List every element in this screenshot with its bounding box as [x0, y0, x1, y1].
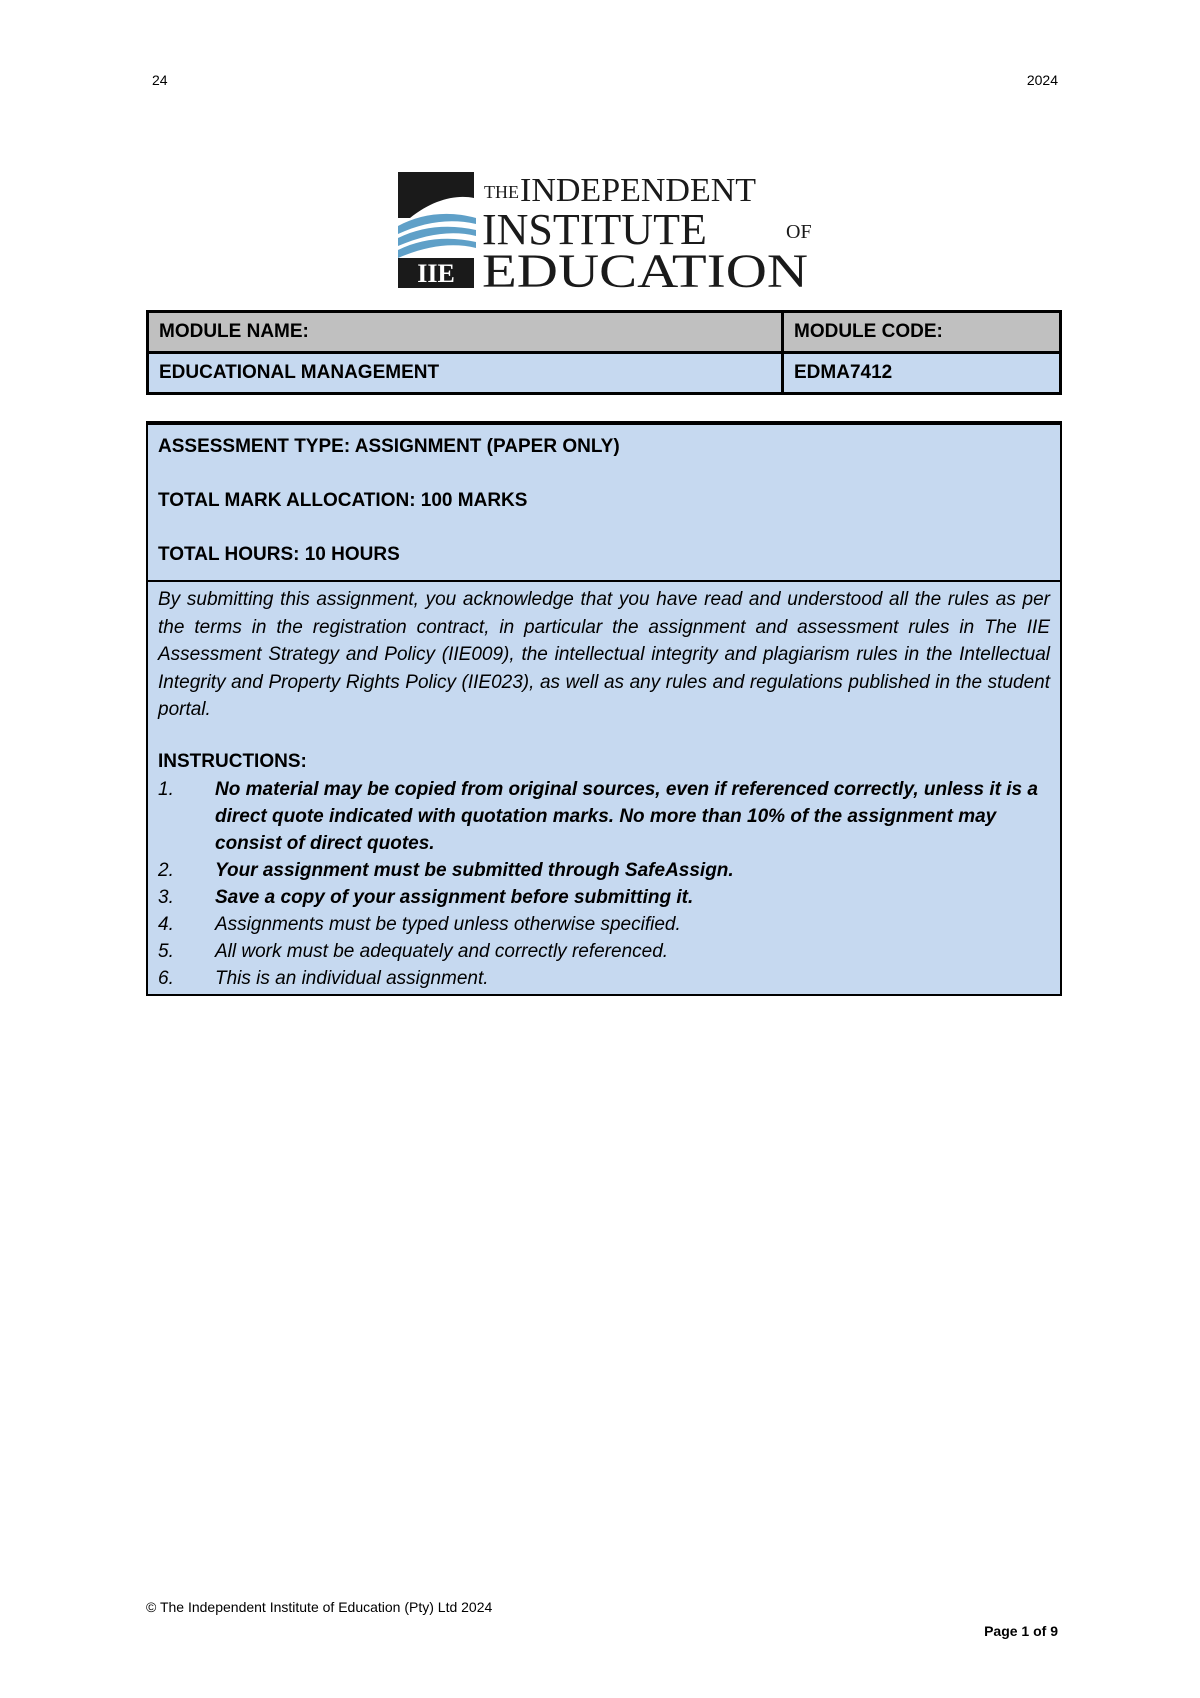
- instruction-text: Save a copy of your assignment before submitting it.: [215, 886, 694, 908]
- acknowledgement-text: By submitting this assignment, you acknowledge that you have read and understood all the rules as per the terms in the registration contract, in particular the assignment and assessment rules in The IIE Assessment Strategy and Policy (IIE009), the intellectual integrity and plagiarism rules in the Intellectual Integrity and Property Rights Policy (IIE023), as well as any rules and regulations published in the student portal.: [158, 589, 1050, 720]
- instructions-title: INSTRUCTIONS:: [158, 750, 307, 772]
- header-left-text: 24: [152, 72, 168, 88]
- instruction-number: 2.: [158, 859, 174, 881]
- instruction-text: Assignments must be typed unless otherwise specified.: [215, 913, 681, 935]
- instruction-item: [158, 911, 1050, 938]
- module-code-label: MODULE CODE:: [783, 312, 1061, 353]
- logo-line2-text: INSTITUTE: [482, 205, 707, 254]
- instruction-item: [158, 857, 1050, 884]
- module-table-header-row: [148, 312, 1061, 353]
- total-hours: TOTAL HOURS: 10 HOURS: [158, 544, 400, 565]
- instruction-number: 4.: [158, 913, 174, 935]
- logo-suffix-text: OF: [786, 221, 812, 243]
- iie-logo: [396, 168, 812, 290]
- total-marks: TOTAL MARK ALLOCATION: 100 MARKS: [158, 490, 528, 511]
- logo-line1-text: INDEPENDENT: [520, 172, 757, 209]
- instruction-item: [158, 884, 1050, 911]
- assessment-box: [146, 421, 1062, 996]
- instruction-number: 5.: [158, 940, 174, 962]
- instruction-item: [158, 776, 1050, 857]
- page-number: Page 1 of 9: [984, 1623, 1058, 1639]
- logo-badge-text: IIE: [417, 259, 455, 288]
- book-emblem-icon: [398, 172, 476, 258]
- instruction-item: [158, 965, 1050, 992]
- instruction-number: 6.: [158, 967, 174, 989]
- assessment-rules: [148, 582, 1060, 994]
- instructions-list: [158, 776, 1050, 992]
- instruction-text: No material may be copied from original sources, even if referenced correctly, unless it is a direct quote indicated with quotation marks. No more than 10% of the assignment may consist of direct quotes.: [215, 778, 1038, 854]
- module-code-value: EDMA7412: [783, 353, 1061, 394]
- assessment-summary: [148, 425, 1060, 582]
- instruction-text: Your assignment must be submitted through SafeAssign.: [215, 859, 734, 881]
- module-table: [146, 310, 1062, 395]
- logo-prefix-text: THE: [484, 182, 519, 202]
- instruction-number: 3.: [158, 886, 174, 908]
- module-name-value: EDUCATIONAL MANAGEMENT: [148, 353, 783, 394]
- instruction-text: This is an individual assignment.: [215, 967, 489, 989]
- instruction-text: All work must be adequately and correctly referenced.: [215, 940, 669, 962]
- instruction-number: 1.: [158, 778, 174, 800]
- assessment-type: ASSESSMENT TYPE: ASSIGNMENT (PAPER ONLY): [158, 436, 620, 457]
- instruction-item: [158, 938, 1050, 965]
- header-right-text: 2024: [1026, 72, 1058, 88]
- module-name-label: MODULE NAME:: [148, 312, 783, 353]
- module-table-value-row: [148, 353, 1061, 394]
- footer-copyright: © The Independent Institute of Education (Pty) Ltd 2024: [146, 1599, 493, 1615]
- logo-line3-text: EDUCATION: [482, 245, 808, 290]
